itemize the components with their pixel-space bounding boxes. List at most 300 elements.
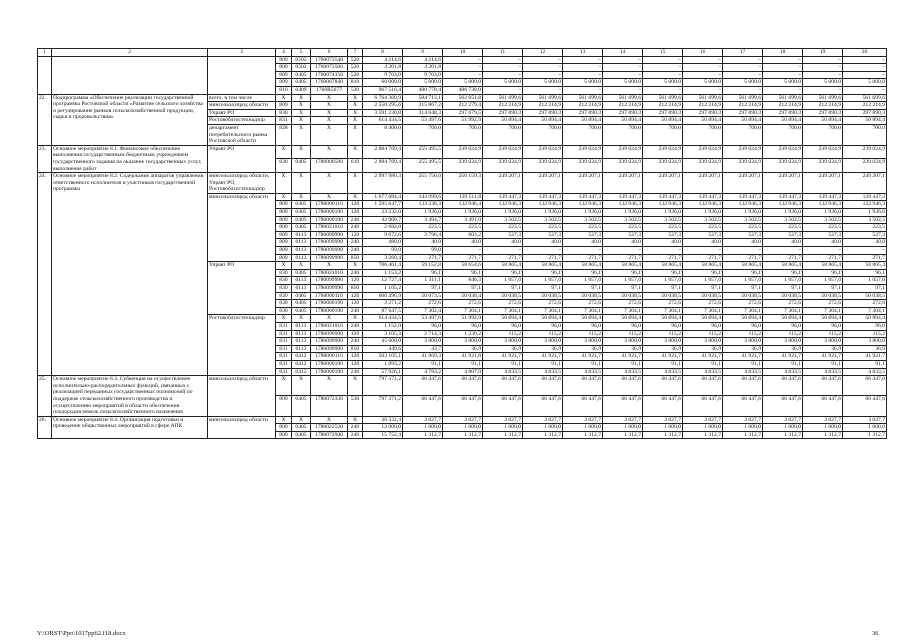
amount-cell: 1 936,0 [843,209,887,217]
amount-cell: 66 447,6 [523,396,563,416]
budget-code-cell: Х [348,416,363,424]
amount-cell: 96,1 [643,269,683,277]
amount-cell: 50 038,5 [483,292,523,300]
budget-code-cell: 809 [276,64,292,72]
amount-cell: 1 057,0 [843,277,887,285]
amount-cell: 271,7 [523,254,563,262]
amount-cell: – [483,71,523,79]
amount-cell: 139 447,3 [683,193,723,201]
amount-cell: 1 000,0 [723,424,763,432]
amount-cell: 66 447,6 [803,376,843,396]
budget-code-cell: 0113 [292,254,311,262]
amount-cell: – [603,64,643,72]
amount-cell: 1 000,0 [563,424,603,432]
budget-code-cell: 1780099990 [311,239,348,247]
amount-cell: 239 024,9 [683,145,723,159]
amount-cell: 223,5 [603,224,643,232]
budget-code-cell: 809 [276,431,292,439]
amount-cell: – [643,247,683,255]
budget-code-cell: Х [292,416,311,424]
budget-code-cell: 120 [348,209,363,217]
amount-cell: 96,0 [403,322,443,330]
amount-cell: 1 936,0 [803,209,843,217]
amount-cell: 297 890,3 [843,109,887,117]
amount-cell: – [523,71,563,79]
amount-cell: 3 027,7 [563,416,603,424]
amount-cell: 3 800,0 [443,338,483,346]
amount-cell: 272,6 [563,300,603,308]
amount-cell: 239 024,9 [843,145,887,159]
amount-cell: 139 447,3 [803,193,843,201]
amount-cell: 50 038,5 [563,292,603,300]
column-number-header: 20 [843,49,887,57]
amount-cell: 66 447,6 [603,396,643,416]
budget-code-cell: 1780099990 [311,338,348,346]
amount-cell: 3 105,3 [363,330,403,338]
amount-cell: – [803,64,843,72]
amount-cell: 239 024,9 [563,159,603,173]
amount-cell: – [483,86,523,94]
amount-cell: 1 936,0 [763,209,803,217]
budget-code-cell: Х [292,376,311,396]
amount-cell: 7 304,1 [803,307,843,315]
budget-code-cell: 0502 [292,56,311,64]
amount-cell: 527,3 [763,231,803,239]
amount-cell: 1 595 647,7 [363,201,403,209]
amount-cell: 3 800,0 [483,338,523,346]
amount-cell: 3 800,0 [763,338,803,346]
budget-code-cell: 1780099990 [311,277,348,285]
budget-code-cell: 520 [348,56,363,64]
amount-cell: 215 867,2 [403,102,443,110]
amount-cell: 66 447,6 [483,396,523,416]
budget-code-cell: Х [292,124,311,145]
budget-code-cell: 240 [348,431,363,439]
amount-cell: 50 894,4 [843,315,887,323]
budget-code-cell: 0502 [292,64,311,72]
budget-code-cell: 1780099990 [311,345,348,353]
amount-cell: 132 946,4 [443,201,483,209]
amount-cell: 58 865,4 [683,262,723,270]
amount-cell: 1 936,0 [443,209,483,217]
budget-code-cell: 850 [348,285,363,293]
amount-cell: 43,7 [403,345,443,353]
amount-cell: 271,7 [723,254,763,262]
amount-cell: 4 833,5 [643,368,683,376]
amount-cell: 58 865,4 [523,262,563,270]
amount-cell: 96,1 [403,269,443,277]
amount-cell: 139 447,3 [523,193,563,201]
amount-cell: 3 800,0 [403,338,443,346]
amount-cell: 249 207,1 [603,173,643,194]
amount-cell: 5 000,0 [403,79,443,87]
amount-cell: 1 936,0 [523,209,563,217]
amount-cell: 36,9 [803,345,843,353]
amount-cell: 96,1 [603,269,643,277]
amount-cell: 4 807,9 [443,368,483,376]
budget-code-cell: 1780000190 [311,216,348,224]
amount-cell: 36,9 [523,345,563,353]
amount-cell: 7 304,1 [563,307,603,315]
amount-cell: 1 312,7 [723,431,763,439]
amount-cell: 50 894,4 [483,315,523,323]
amount-cell: 132 946,3 [603,201,643,209]
budget-code-cell: 809 [276,201,292,209]
amount-cell: 239 024,9 [483,145,523,159]
amount-cell: 600 496,9 [363,292,403,300]
amount-cell: 41 921,7 [563,353,603,361]
budget-code-cell: 809 [276,216,292,224]
amount-cell: 297 890,3 [763,109,803,117]
amount-cell: 36,9 [443,345,483,353]
budget-code-cell: Х [348,109,363,117]
amount-cell: 271,7 [643,254,683,262]
amount-cell: 51 992,9 [443,315,483,323]
row-number-cell [38,56,52,94]
budget-code-cell: 240 [348,247,363,255]
amount-cell: – [523,247,563,255]
budget-code-cell: 0113 [292,239,311,247]
amount-cell: – [843,247,887,255]
amount-cell: 614 434,5 [363,117,403,125]
amount-cell: 50 038,5 [523,292,563,300]
amount-cell: 50 894,4 [803,117,843,125]
amount-cell: 272,6 [803,300,843,308]
row-number-cell: 23. [38,145,52,172]
amount-cell: 45 600,0 [363,338,403,346]
amount-cell: 561 699,6 [483,94,523,102]
amount-cell: 3 502,5 [763,216,803,224]
amount-cell: – [843,56,887,64]
amount-cell: 561 699,6 [843,94,887,102]
amount-cell: 297 890,3 [683,109,723,117]
budget-code-cell: Х [348,193,363,201]
amount-cell: 96,1 [803,269,843,277]
amount-cell: 255 495,5 [403,145,443,159]
amount-cell: 1 165,2 [363,285,403,293]
amount-cell: 91,1 [403,360,443,368]
amount-cell: – [483,56,523,64]
amount-cell: 700,0 [523,124,563,145]
amount-cell: 139 511,8 [443,193,483,201]
amount-cell: 115,2 [603,330,643,338]
amount-cell: 3 260,4 [363,254,403,262]
amount-cell: 57 926,1 [363,368,403,376]
amount-cell: 7 304,1 [443,307,483,315]
amount-cell: 3 502,5 [803,216,843,224]
budget-code-cell: Х [348,173,363,194]
amount-cell: 527,3 [483,231,523,239]
amount-cell: – [803,71,843,79]
amount-cell: 4 833,5 [723,368,763,376]
amount-cell: 212 214,9 [763,102,803,110]
budget-code-cell: Х [276,193,292,201]
amount-cell: – [603,247,643,255]
amount-cell: 7 304,1 [763,307,803,315]
amount-cell: 1 312,7 [403,431,443,439]
amount-cell: 91,1 [483,360,523,368]
amount-cell: 223,5 [803,224,843,232]
budget-code-cell: 1780000190 [311,209,348,217]
amount-cell: 7 304,1 [603,307,643,315]
amount-cell: – [643,71,683,79]
amount-cell: 1 936,0 [603,209,643,217]
amount-cell: 58 865,4 [603,262,643,270]
amount-cell: 40,0 [803,239,843,247]
amount-cell: 223,5 [643,224,683,232]
budget-code-cell: 240 [348,338,363,346]
amount-cell: 66 447,6 [763,376,803,396]
table-header-row [38,49,887,57]
amount-cell: – [723,86,763,94]
amount-cell: 66 447,6 [403,396,443,416]
amount-cell: 272,6 [603,300,643,308]
amount-cell: 2 550 295,6 [363,102,403,110]
amount-cell: 66 447,6 [683,396,723,416]
amount-cell: 41 921,7 [483,353,523,361]
amount-cell: 91,1 [763,360,803,368]
amount-cell: 7 304,1 [723,307,763,315]
amount-cell: – [643,56,683,64]
amount-cell: 4 833,5 [683,368,723,376]
amount-cell: 272,6 [483,300,523,308]
budget-code-cell: 809 [276,209,292,217]
budget-code-cell: Х [276,262,292,270]
budget-code-cell: 830 [276,307,292,315]
budget-code-cell: 809 [276,79,292,87]
budget-code-cell: 0409 [292,86,311,94]
column-number-header: 12 [523,49,563,57]
amount-cell: 96,1 [843,269,887,277]
amount-cell: 132 946,3 [523,201,563,209]
amount-cell: 3 027,7 [403,416,443,424]
budget-code-cell: 1780021010 [311,322,348,330]
budget-code-cell: Х [276,94,292,102]
budget-code-cell: 120 [348,360,363,368]
budget-code-cell: 831 [276,368,292,376]
amount-cell: – [563,71,603,79]
amount-cell: 1 312,7 [843,431,887,439]
budget-code-cell: Х [292,315,311,323]
amount-cell: 96,0 [523,322,563,330]
amount-cell: 272,6 [843,300,887,308]
responsible-executor-cell: минсельхозпрод области [208,193,276,261]
budget-code-cell: 1760R5677 [311,86,348,94]
amount-cell: 8 400,0 [363,124,403,145]
budget-code-cell: 1760073540 [311,56,348,64]
amount-cell: 700,0 [683,124,723,145]
budget-code-cell: 1780000110 [311,353,348,361]
amount-cell: 297 890,3 [483,109,523,117]
amount-cell: 132 946,3 [723,201,763,209]
amount-cell: 36,9 [683,345,723,353]
responsible-executor-cell: минсельхозпрод области, Управт РО, Ростовоблгостехнадзор [208,173,276,194]
amount-cell: 50 038,5 [763,292,803,300]
budget-code-cell: 1780072330 [311,396,348,416]
amount-cell: 249 207,1 [523,173,563,194]
amount-cell: 527,3 [683,231,723,239]
amount-cell: 115,2 [683,330,723,338]
responsible-executor-cell: Управт РО [208,109,276,117]
amount-cell: 50 894,4 [803,315,843,323]
amount-cell: 1 936,0 [643,209,683,217]
budget-code-cell: Х [348,315,363,323]
budget-code-cell: 830 [276,285,292,293]
amount-cell: 50 038,4 [443,292,483,300]
amount-cell: 271,7 [803,254,843,262]
amount-cell: 97,1 [443,285,483,293]
amount-cell: 66 447,6 [523,376,563,396]
amount-cell: 4 833,5 [763,368,803,376]
budget-code-cell: Х [292,117,311,125]
amount-cell: 36,9 [483,345,523,353]
amount-cell: 66 447,6 [603,376,643,396]
amount-cell: 115,2 [523,330,563,338]
amount-cell: 96,1 [483,269,523,277]
budget-code-cell: 240 [348,216,363,224]
budget-code-cell: 830 [276,277,292,285]
amount-cell: 3 027,7 [643,416,683,424]
column-number-header: 10 [443,49,483,57]
table-row [38,173,887,194]
amount-cell: 41 921,7 [723,353,763,361]
budget-code-cell: 0113 [292,338,311,346]
responsible-executor-cell: минсельхозпрод области [208,416,276,439]
amount-cell: 846,3 [443,277,483,285]
amount-cell: 115,2 [643,330,683,338]
amount-cell: 9 703,9 [403,71,443,79]
budget-code-cell: 240 [348,424,363,432]
column-number-header: 2 [52,49,208,57]
budget-code-cell: 240 [348,368,363,376]
budget-code-cell: 830 [276,292,292,300]
responsible-executor-cell: всего, в том числе [208,94,276,102]
amount-cell: 249 207,1 [803,173,843,194]
budget-code-cell: 240 [348,269,363,277]
budget-code-cell: 1780072930 [311,431,348,439]
amount-cell: 480,0 [363,239,403,247]
budget-code-cell: 0405 [292,224,311,232]
amount-cell: 1 057,0 [483,277,523,285]
amount-cell: 212 214,9 [603,102,643,110]
amount-cell: 40,0 [843,239,887,247]
amount-cell: 3 027,7 [523,416,563,424]
responsible-executor-cell: Управт РО [208,262,276,315]
amount-cell: 97,1 [723,285,763,293]
amount-cell: 3 502,5 [723,216,763,224]
amount-cell: 5 000,0 [483,79,523,87]
budget-code-cell: 1780099990 [311,254,348,262]
budget-code-cell: 0405 [292,292,311,300]
budget-code-cell: 240 [348,322,363,330]
amount-cell: 6 764 360,9 [363,94,403,102]
table-body [38,49,887,439]
page-number: 36 [872,630,879,637]
amount-cell: 50 038,5 [683,292,723,300]
amount-cell: 561 699,6 [643,94,683,102]
budget-code-cell: 120 [348,201,363,209]
amount-cell: 223,5 [403,224,443,232]
amount-cell: 50 894,4 [603,117,643,125]
amount-cell: 50 038,5 [723,292,763,300]
amount-cell: 271,7 [603,254,643,262]
budget-code-cell: 0405 [292,79,311,87]
amount-cell: – [683,86,723,94]
budget-code-cell: 809 [276,56,292,64]
program-name-cell: Основное мероприятие 8.4. Организация подготовки и проведение общественных мероприятий в сфере АПК [52,416,208,439]
amount-cell: 97,1 [683,285,723,293]
amount-cell: 66 447,6 [683,376,723,396]
amount-cell: 7 302,4 [403,307,443,315]
amount-cell: 3 502,5 [843,216,887,224]
amount-cell: 50 073,5 [403,292,443,300]
amount-cell: 212 214,9 [803,102,843,110]
amount-cell: 3 796,4 [403,231,443,239]
column-number-header: 18 [763,49,803,57]
amount-cell: 58 865,4 [723,262,763,270]
amount-cell: 1 936,0 [563,209,603,217]
amount-cell: 15 752,4 [363,431,403,439]
amount-cell: 115,2 [843,330,887,338]
budget-code-cell: 120 [348,231,363,239]
amount-cell: 271,7 [443,254,483,262]
amount-cell: 5 000,0 [603,79,643,87]
amount-cell: 50 894,4 [723,117,763,125]
budget-code-cell: Х [276,315,292,323]
amount-cell: 115,2 [723,330,763,338]
amount-cell: 4 833,5 [843,368,887,376]
amount-cell: 50 894,4 [763,117,803,125]
amount-cell: 1 936,0 [723,209,763,217]
amount-cell: 91,1 [563,360,603,368]
amount-cell: 1 312,7 [443,431,483,439]
amount-cell: 1 312,7 [483,431,523,439]
amount-cell: 42 000,7 [363,216,403,224]
amount-cell: 2 884 769,4 [363,145,403,159]
amount-cell: 239 024,9 [843,159,887,173]
budget-code-cell: 831 [276,338,292,346]
amount-cell: 91,1 [723,360,763,368]
amount-cell: – [603,56,643,64]
amount-cell: 486 738,0 [443,86,483,94]
amount-cell: 3 800,0 [683,338,723,346]
amount-cell: 91,1 [843,360,887,368]
program-name-cell: Основное мероприятие 8.3. Субвенция на осуществление исполнительно-распорядительных функций, связанных с реализацией переданных государственных полномочий по поддержке сельскохозяйственного производства и осуществлению мероприятий в области обеспечения плодородия земель сельскохозяйственного назначения [52,376,208,417]
budget-code-cell: 809 [276,231,292,239]
amount-cell: 239 024,9 [523,145,563,159]
amount-cell: 223,5 [843,224,887,232]
amount-cell: 96,0 [643,322,683,330]
amount-cell: 50 894,4 [843,117,887,125]
amount-cell: 1 000,0 [403,424,443,432]
amount-cell: 239 024,9 [763,159,803,173]
amount-cell: 66 447,6 [443,376,483,396]
amount-cell: 50 894,4 [723,315,763,323]
budget-code-cell: 809 [276,71,292,79]
budget-code-cell: 120 [348,330,363,338]
amount-cell: 96,0 [683,322,723,330]
amount-cell: 212 214,9 [523,102,563,110]
amount-cell: 271,7 [563,254,603,262]
amount-cell: 297 890,3 [643,109,683,117]
amount-cell: 700,0 [403,124,443,145]
amount-cell: 41 921,7 [843,353,887,361]
budget-code-cell: 831 [276,353,292,361]
budget-code-cell: 0113 [292,345,311,353]
amount-cell: 3 800,0 [643,338,683,346]
amount-cell: 50 894,4 [763,315,803,323]
amount-cell: 96,1 [443,269,483,277]
